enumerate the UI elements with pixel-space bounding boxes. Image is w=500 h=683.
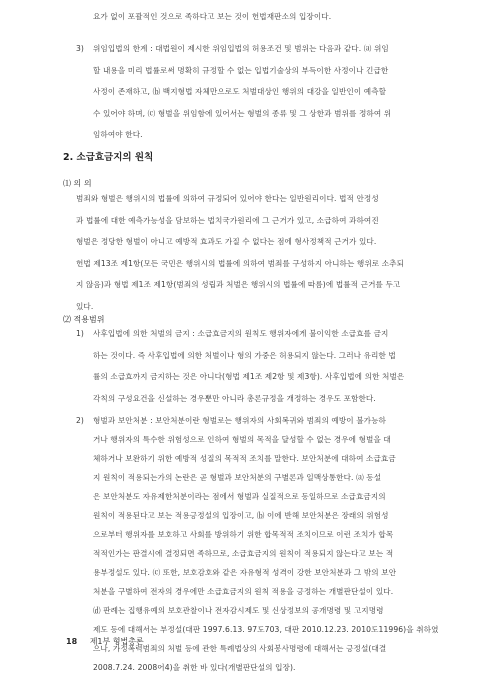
- paragraph-line: 처분을 구별하여 전자의 경우에만 소급효금지의 원칙 적용을 긍정하는 개별판단설이 있다.: [93, 587, 394, 596]
- paragraph-line: 률의 소급효까지 금지하는 것은 아니다(형법 제1조 제2항 및 제3항). 사후입법에 의한 처벌은: [93, 372, 405, 381]
- running-footer-label: 제1부 형법총론: [89, 637, 144, 646]
- subsection-heading: ⑴ 의 의: [63, 179, 92, 188]
- paragraph-line: 범죄와 형벌은 행위시의 법률에 의하여 규정되어 있어야 한다는 일반원리이다. 법적 안정성: [76, 194, 379, 203]
- list-item-text: [93, 411, 466, 677]
- paragraph-line: 용부정설도 있다. ⒞ 또한, 보호감호와 같은 자유형적 성격이 강한 보안처분과 그 밖의 보안: [93, 568, 397, 577]
- paragraph-line: 은 보안처분도 자유제한처분이라는 점에서 형벌과 실질적으로 동일하므로 소급효금지의: [93, 492, 386, 501]
- paragraph-line: 으나, 가정폭력범죄의 처벌 등에 관한 특례법상의 사회봉사명령에 대해서는 긍정설(대결: [93, 644, 387, 653]
- paragraph-line: 으로부터 행위자를 보호하고 사회를 방위하기 위한 합목적적 조치이므로 이런 조치가 합목: [93, 530, 394, 539]
- paragraph-line: 2008.7.24. 2008어4)을 취한 바 있다(개별판단설의 입장).: [93, 663, 296, 672]
- paragraph-line: 요가 없이 포괄적인 것으로 족하다고 보는 것이 헌법재판소의 입장이다.: [93, 12, 332, 21]
- list-item-number: 2): [76, 416, 84, 425]
- list-item-number: 1): [76, 329, 84, 338]
- subsection-heading: ⑵ 적용범위: [63, 315, 105, 324]
- paragraph-line: 각칙의 구성요건을 신설하는 경우뿐만 아니라 총론규정을 개정하는 경우도 포함한다.: [93, 393, 376, 403]
- paragraph-line: 할 내용을 미리 법률로써 명확히 규정할 수 없는 입법기술상의 부득이한 사정이나 긴급한: [93, 65, 389, 75]
- subsection-body: [76, 188, 466, 317]
- list-item-text: [93, 323, 466, 409]
- section-title: 2. 소급효금지의 원칙: [63, 152, 154, 163]
- paragraph-line: 지 않음)과 형법 제1조 제1항(범죄의 성립과 처벌은 행위시의 법률에 따름)에 법률적 근거를 두고: [76, 280, 401, 289]
- paragraph-line: 있다.: [76, 301, 94, 311]
- paragraph-line: 수 있어야 하며, ⒞ 형벌을 위임함에 있어서는 형벌의 종류 및 그 상한과 범위를 정하여 위: [93, 108, 392, 118]
- paragraph-line: 적적인가는 판결시에 결정되면 족하므로, 소급효금지의 원칙이 적용되지 않는다고 보는 적: [93, 549, 394, 558]
- paragraph-line: 사후입법에 의한 처벌의 금지 : 소급효금지의 원칙도 행위자에게 불이익한 소급효를 금지: [93, 329, 389, 338]
- paragraph-line: 위임입법의 한계 : 대법원이 제시한 위임입법의 허용조건 및 범위는 다음과 같다. ⒜ 위임: [93, 44, 389, 53]
- paragraph-line: 체하거나 보완하기 위한 예방적 성질의 목적적 조치를 말한다. 보안처분에 대하여 소급효금: [93, 454, 396, 463]
- paragraph-line: 임하여야 한다.: [93, 130, 143, 139]
- paragraph-line: ⒟ 판례는 집행유예의 보호관찰이나 전자감시제도 및 신상정보의 공개명령 및 고지명령: [93, 606, 384, 615]
- paragraph-line: 과 법률에 대한 예측가능성을 담보하는 법치국가원리에 그 근거가 있고, 소급하여 과하여진: [76, 215, 379, 225]
- list-item-number: 3): [76, 44, 84, 53]
- paragraph-line: 원칙이 적용된다고 보는 적용긍정설의 입장이고, ⒝ 이에 반해 보안처분은 장래의 위험성: [93, 511, 389, 520]
- paragraph-line: 사정이 존재하고, ⒝ 백지형법 자체만으로도 처벌대상인 행위의 대강을 일반인이 예측할: [93, 87, 387, 96]
- paragraph-line: 제도 등에 대해서는 부정설(대판 1997.6.13. 97도703, 대판 2010.12.23. 2010도11996)을 취하였: [93, 625, 439, 634]
- page-footer: [66, 636, 144, 647]
- paragraph-line: 헌법 제13조 제1항(모든 국민은 행위시의 법률에 의하여 범죄를 구성하지 아니하는 행위로 소추되: [76, 258, 405, 268]
- continuation-paragraph: [93, 6, 463, 28]
- paragraph-line: 형벌과 보안처분 : 보안처분이란 형벌로는 행위자의 사회복귀와 범죄의 예방이 불가능하: [93, 416, 386, 425]
- list-item-text: [93, 38, 466, 146]
- paragraph-line: 하는 것이다. 즉 사후입법에 의한 처벌이나 형의 가중은 허용되지 않는다. 그러나 유리한 법: [93, 350, 396, 360]
- paragraph-line: 거나 행위자의 특수한 위험성으로 인하여 형벌의 목적을 달성할 수 없는 경우에 형벌을 대: [93, 435, 391, 444]
- page-number: 18: [66, 637, 78, 646]
- paragraph-line: 지 원칙이 적용되는가의 논란은 곧 형벌과 보안처분의 구별론과 일맥상통한다. ⒜ 동설: [93, 473, 382, 482]
- paragraph-line: 형벌은 정당한 형벌이 아니고 예방적 효과도 가질 수 없다는 점에 형사정책적 근거가 있다.: [76, 237, 377, 246]
